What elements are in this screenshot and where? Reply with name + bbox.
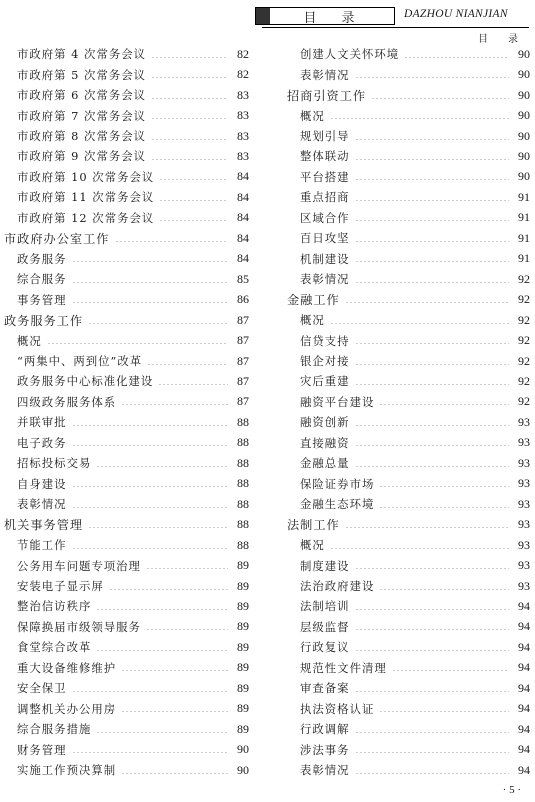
toc-entry-title: 整体联动 [300, 149, 350, 164]
toc-entry-page: 87 [237, 312, 249, 327]
toc-entry-page: 94 [518, 598, 530, 613]
dot-leader [330, 323, 509, 324]
toc-entry-page: 90 [518, 108, 530, 123]
toc-entry[interactable] [4, 658, 249, 678]
toc-entry[interactable] [287, 617, 530, 637]
dot-leader [355, 159, 509, 160]
toc-entry-title: 电子政务 [17, 435, 67, 450]
dot-leader [355, 691, 509, 692]
toc-entry[interactable] [287, 105, 530, 125]
toc-entry[interactable] [287, 474, 530, 494]
dot-leader [96, 732, 228, 733]
toc-entry-title: 制度建设 [300, 558, 350, 573]
toc-entry-page: 88 [237, 537, 249, 552]
toc-entry-title: 执法资格认证 [300, 701, 375, 716]
toc-entry-page: 90 [518, 169, 530, 184]
toc-entry-title: 百日攻坚 [300, 231, 350, 246]
toc-entry-page: 87 [237, 353, 249, 368]
dot-leader [379, 711, 509, 712]
toc-entry-page: 91 [518, 210, 530, 225]
header-rule [262, 27, 529, 28]
toc-entry-page: 92 [518, 353, 530, 368]
toc-entry[interactable] [4, 474, 249, 494]
toc-entry[interactable] [287, 371, 530, 391]
toc-entry-title: 市政府第 5 次常务会议 [17, 67, 147, 82]
toc-entry-page: 89 [237, 639, 249, 654]
toc-entry[interactable] [4, 576, 249, 596]
dot-leader [72, 261, 228, 262]
toc-entry[interactable] [4, 494, 249, 514]
toc-entry-page: 90 [518, 148, 530, 163]
toc-entry[interactable] [4, 719, 249, 739]
toc-entry[interactable] [4, 392, 249, 412]
toc-entry[interactable] [4, 351, 249, 371]
toc-entry-title: “两集中、两到位”改革 [17, 354, 143, 369]
toc-entry-title: 法制工作 [287, 518, 340, 533]
dot-leader [392, 670, 509, 671]
dot-leader [355, 568, 509, 569]
toc-entry[interactable] [4, 167, 249, 187]
toc-entry-page: 89 [237, 701, 249, 716]
toc-entry[interactable] [287, 126, 530, 146]
toc-entry-page: 94 [518, 660, 530, 675]
toc-entry-page: 82 [237, 67, 249, 82]
toc-entry[interactable] [287, 739, 530, 759]
toc-entry-title: 规范性文件清理 [300, 660, 387, 675]
toc-entry-page: 94 [518, 762, 530, 777]
toc-entry[interactable] [4, 739, 249, 759]
toc-entry[interactable] [287, 453, 530, 473]
dot-leader [88, 527, 228, 528]
toc-entry[interactable] [287, 433, 530, 453]
toc-entry-title: 自身建设 [17, 476, 67, 491]
toc-entry[interactable] [287, 576, 530, 596]
toc-entry-page: 90 [518, 87, 530, 102]
toc-entry-title: 事务管理 [17, 292, 67, 307]
toc-entry-title: 表彰情况 [300, 272, 350, 287]
dot-leader [72, 548, 228, 549]
toc-entry-page: 93 [518, 414, 530, 429]
dot-leader [330, 118, 509, 119]
toc-entry-page: 87 [237, 373, 249, 388]
toc-entry[interactable] [287, 719, 530, 739]
dot-leader [158, 384, 228, 385]
toc-entry[interactable] [287, 269, 530, 289]
dot-leader [72, 752, 228, 753]
dot-leader [146, 568, 228, 569]
toc-entry[interactable] [287, 44, 530, 64]
dot-leader [330, 548, 509, 549]
toc-entry-page: 89 [237, 558, 249, 573]
dot-leader [345, 527, 509, 528]
toc-entry-title: 审查备案 [300, 681, 350, 696]
toc-entry[interactable] [287, 330, 530, 350]
dot-leader [147, 364, 228, 365]
dot-leader [151, 139, 228, 140]
dot-leader [404, 57, 509, 58]
dot-leader [159, 200, 228, 201]
dot-leader [88, 323, 228, 324]
toc-entry-title: 保障换届市级领导服务 [17, 619, 141, 634]
toc-entry-page: 83 [237, 108, 249, 123]
toc-entry-page: 92 [518, 373, 530, 388]
toc-entry-title: 灾后重建 [300, 374, 350, 389]
toc-entry-page: 91 [518, 251, 530, 266]
toc-entry-page: 86 [237, 292, 249, 307]
toc-entry-page: 92 [518, 333, 530, 348]
toc-section-entry[interactable] [4, 310, 249, 330]
dot-leader [72, 302, 228, 303]
toc-entry-title: 市政府第 6 次常务会议 [17, 88, 147, 103]
dot-leader [159, 220, 228, 221]
dot-leader [355, 773, 509, 774]
dot-leader [355, 200, 509, 201]
toc-entry-title: 法治政府建设 [300, 579, 375, 593]
toc-entry[interactable] [4, 617, 249, 637]
toc-entry-title: 市政府第 11 次常务会议 [17, 190, 155, 205]
toc-entry-page: 93 [518, 435, 530, 450]
header-title: 目 录 [303, 10, 361, 26]
dot-leader [72, 425, 228, 426]
toc-entry[interactable] [287, 228, 530, 248]
toc-entry-page: 91 [518, 189, 530, 204]
toc-entry-page: 89 [237, 598, 249, 613]
toc-entry-page: 93 [518, 558, 530, 573]
dot-leader [355, 282, 509, 283]
dot-leader [47, 343, 228, 344]
toc-entry-title: 概况 [300, 538, 325, 553]
dot-leader [379, 404, 509, 405]
toc-entry[interactable] [4, 433, 249, 453]
dot-leader [355, 77, 509, 78]
toc-entry-page: 83 [237, 148, 249, 163]
toc-entry-title: 政务服务 [17, 251, 67, 266]
toc-entry-title: 节能工作 [17, 538, 67, 553]
dot-leader [379, 486, 509, 487]
toc-entry-page: 90 [237, 742, 249, 757]
toc-entry-title: 市政府第 10 次常务会议 [17, 169, 155, 184]
dot-leader [121, 404, 228, 405]
toc-entry-page: 94 [518, 742, 530, 757]
toc-entry-title: 市政府办公室工作 [4, 231, 110, 246]
toc-entry-page: 88 [237, 517, 249, 532]
dot-leader [379, 507, 509, 508]
toc-section-entry[interactable] [4, 514, 249, 534]
dot-leader [121, 773, 228, 774]
toc-entry-page: 89 [237, 578, 249, 593]
toc-entry-page: 83 [237, 87, 249, 102]
toc-entry-page: 92 [518, 394, 530, 409]
toc-entry-title: 融资创新 [300, 415, 350, 430]
toc-entry[interactable] [4, 64, 249, 84]
toc-entry-title: 层级监督 [300, 619, 350, 634]
toc-entry-title: 招商引资工作 [287, 88, 367, 103]
dot-leader [72, 507, 228, 508]
toc-entry-title: 安装电子显示屏 [17, 579, 104, 593]
toc-entry-title: 市政府第 7 次常务会议 [17, 108, 147, 123]
toc-entry-title: 行政调解 [300, 722, 350, 737]
dot-leader [96, 609, 228, 610]
header-title-box [255, 7, 395, 25]
toc-entry-title: 重大设备维修维护 [17, 660, 117, 675]
toc-entry-title: 政务服务中心标准化建设 [17, 374, 154, 389]
toc-entry-page: 84 [237, 210, 249, 225]
toc-entry-page: 93 [518, 578, 530, 593]
toc-entry-page: 88 [237, 455, 249, 470]
toc-entry-page: 89 [237, 721, 249, 736]
toc-entry[interactable] [4, 44, 249, 64]
toc-entry-page: 85 [237, 271, 249, 286]
toc-entry-page: 89 [237, 619, 249, 634]
dot-leader [355, 261, 509, 262]
toc-entry[interactable] [287, 412, 530, 432]
dot-leader [151, 118, 228, 119]
toc-entry[interactable] [287, 699, 530, 719]
toc-entry-title: 调整机关办公用房 [17, 701, 117, 716]
toc-entry-page: 93 [518, 517, 530, 532]
toc-entry[interactable] [4, 760, 249, 780]
toc-entry-title: 创建人文关怀环境 [300, 47, 400, 62]
dot-leader [355, 384, 509, 385]
toc-entry-title: 市政府第 9 次常务会议 [17, 149, 147, 164]
dot-leader [159, 179, 228, 180]
dot-leader [72, 691, 228, 692]
toc-entry-title: 市政府第 8 次常务会议 [17, 129, 147, 144]
toc-entry-page: 88 [237, 435, 249, 450]
toc-entry-page: 93 [518, 537, 530, 552]
toc-entry[interactable] [287, 64, 530, 84]
dot-leader [355, 650, 509, 651]
toc-entry[interactable] [4, 105, 249, 125]
toc-entry-page: 94 [518, 680, 530, 695]
toc-entry[interactable] [4, 699, 249, 719]
toc-entry-page: 94 [518, 701, 530, 716]
toc-entry[interactable] [4, 637, 249, 657]
toc-entry[interactable] [4, 187, 249, 207]
toc-section-entry[interactable] [287, 289, 530, 309]
toc-section-entry[interactable] [287, 514, 530, 534]
toc-entry[interactable] [287, 187, 530, 207]
dot-leader [121, 670, 228, 671]
toc-entry[interactable] [4, 208, 249, 228]
header-subtitle: 目 录 [478, 34, 523, 45]
dot-leader [151, 159, 228, 160]
dot-leader [355, 241, 509, 242]
toc-entry[interactable] [4, 371, 249, 391]
toc-entry-title: 综合服务 [17, 272, 67, 287]
toc-entry-page: 90 [518, 46, 530, 61]
toc-entry[interactable] [4, 126, 249, 146]
toc-entry-title: 银企对接 [300, 354, 350, 369]
toc-entry[interactable] [4, 678, 249, 698]
toc-entry[interactable] [4, 269, 249, 289]
toc-entry[interactable] [287, 146, 530, 166]
toc-entry[interactable] [287, 760, 530, 780]
toc-entry-page: 90 [518, 67, 530, 82]
dot-leader [151, 57, 228, 58]
toc-entry[interactable] [287, 535, 530, 555]
dot-leader [72, 486, 228, 487]
toc-entry[interactable] [4, 555, 249, 575]
toc-entry-title: 并联审批 [17, 415, 67, 430]
toc-entry[interactable] [287, 249, 530, 269]
toc-right-column [287, 44, 530, 780]
toc-entry[interactable] [287, 555, 530, 575]
toc-entry-title: 保险证券市场 [300, 476, 375, 491]
toc-entry[interactable] [287, 596, 530, 616]
dot-leader [146, 629, 228, 630]
toc-entry[interactable] [4, 249, 249, 269]
toc-entry-title: 表彰情况 [17, 497, 67, 512]
toc-entry[interactable] [4, 85, 249, 105]
toc-entry-title: 涉法事务 [300, 742, 350, 757]
toc-entry-page: 84 [237, 169, 249, 184]
toc-entry-page: 90 [518, 128, 530, 143]
toc-entry-title: 融资平台建设 [300, 394, 375, 409]
toc-entry[interactable] [4, 453, 249, 473]
toc-entry[interactable] [287, 310, 530, 330]
dot-leader [121, 711, 228, 712]
toc-entry-title: 表彰情况 [300, 763, 350, 778]
toc-entry-page: 87 [237, 333, 249, 348]
dot-leader [72, 282, 228, 283]
toc-entry[interactable] [287, 494, 530, 514]
dot-leader [355, 466, 509, 467]
toc-entry-title: 直接融资 [300, 435, 350, 450]
toc-entry-title: 金融工作 [287, 293, 340, 308]
dot-leader [355, 752, 509, 753]
toc-entry[interactable] [4, 330, 249, 350]
toc-entry-page: 88 [237, 414, 249, 429]
toc-entry[interactable] [4, 289, 249, 309]
dot-leader [355, 445, 509, 446]
toc-entry-title: 食堂综合改革 [17, 640, 92, 655]
toc-entry-page: 89 [237, 680, 249, 695]
dot-leader [355, 179, 509, 180]
toc-entry-title: 整治信访秩序 [17, 599, 92, 614]
dot-leader [371, 98, 509, 99]
toc-entry-page: 94 [518, 721, 530, 736]
toc-entry[interactable] [287, 392, 530, 412]
toc-entry-page: 88 [237, 496, 249, 511]
toc-entry-title: 综合服务措施 [17, 722, 92, 737]
page-number: · 5 · [502, 784, 521, 796]
toc-entry-page: 93 [518, 476, 530, 491]
dot-leader [151, 98, 228, 99]
dot-leader [72, 445, 228, 446]
toc-section-entry[interactable] [4, 228, 249, 248]
toc-left-column [4, 44, 249, 780]
toc-section-entry[interactable] [287, 85, 530, 105]
toc-entry-title: 行政复议 [300, 640, 350, 655]
header-block-mark [256, 8, 270, 24]
toc-entry-page: 92 [518, 292, 530, 307]
toc-entry[interactable] [287, 658, 530, 678]
toc-entry-title: 政务服务工作 [4, 313, 84, 328]
toc-entry[interactable] [287, 351, 530, 371]
toc-entry-page: 82 [237, 46, 249, 61]
toc-entry-title: 四级政务服务体系 [17, 394, 117, 409]
toc-entry-title: 公务用车问题专项治理 [17, 558, 141, 573]
toc-entry-title: 规划引导 [300, 129, 350, 144]
dot-leader [355, 732, 509, 733]
toc-entry-title: 信贷支持 [300, 333, 350, 348]
toc-entry-page: 91 [518, 230, 530, 245]
dot-leader [355, 425, 509, 426]
dot-leader [115, 241, 229, 242]
dot-leader [355, 220, 509, 221]
toc-entry-page: 87 [237, 394, 249, 409]
toc-entry-page: 88 [237, 476, 249, 491]
toc-entry[interactable] [287, 167, 530, 187]
toc-entry[interactable] [287, 208, 530, 228]
dot-leader [345, 302, 509, 303]
toc-entry-title: 金融总量 [300, 456, 350, 471]
toc-entry-page: 92 [518, 312, 530, 327]
toc-entry-page: 93 [518, 455, 530, 470]
toc-entry-title: 概况 [300, 108, 325, 123]
toc-entry-title: 法制培训 [300, 599, 350, 614]
toc-entry-title: 市政府第 4 次常务会议 [17, 47, 147, 62]
toc-entry[interactable] [287, 678, 530, 698]
toc-entry-title: 实施工作预决算制 [17, 763, 117, 778]
toc-entry-page: 90 [237, 762, 249, 777]
toc-entry-title: 机制建设 [300, 251, 350, 266]
toc-entry-page: 94 [518, 639, 530, 654]
toc-entry-title: 重点招商 [300, 190, 350, 205]
dot-leader [109, 589, 228, 590]
toc-entry-title: 表彰情况 [300, 67, 350, 82]
toc-entry-title: 平台搭建 [300, 169, 350, 184]
toc-entry-title: 安全保卫 [17, 681, 67, 696]
toc-entry-page: 84 [237, 189, 249, 204]
toc-entry-title: 金融生态环境 [300, 497, 375, 512]
header-title-en: DAZHOU NIANJIAN [404, 8, 508, 20]
toc-entry-page: 93 [518, 496, 530, 511]
toc-entry-page: 89 [237, 660, 249, 675]
dot-leader [96, 466, 228, 467]
dot-leader [379, 589, 509, 590]
dot-leader [355, 609, 509, 610]
toc-entry-title: 区域合作 [300, 210, 350, 225]
toc-entry-page: 83 [237, 128, 249, 143]
toc-entry-title: 概况 [300, 313, 325, 328]
dot-leader [151, 77, 228, 78]
toc-entry[interactable] [287, 637, 530, 657]
toc-entry-title: 机关事务管理 [4, 518, 84, 533]
toc-entry[interactable] [4, 596, 249, 616]
dot-leader [355, 364, 509, 365]
toc-entry-title: 概况 [17, 333, 42, 348]
dot-leader [96, 650, 228, 651]
toc-entry[interactable] [4, 535, 249, 555]
toc-entry[interactable] [4, 412, 249, 432]
toc-entry-page: 84 [237, 230, 249, 245]
toc-entry-title: 招标投标交易 [17, 456, 92, 471]
toc-entry-page: 92 [518, 271, 530, 286]
toc-entry-page: 94 [518, 619, 530, 634]
toc-entry-title: 财务管理 [17, 742, 67, 757]
dot-leader [355, 343, 509, 344]
toc-entry-title: 市政府第 12 次常务会议 [17, 210, 155, 225]
toc-entry-page: 84 [237, 251, 249, 266]
toc-entry[interactable] [4, 146, 249, 166]
dot-leader [355, 629, 509, 630]
dot-leader [355, 139, 509, 140]
